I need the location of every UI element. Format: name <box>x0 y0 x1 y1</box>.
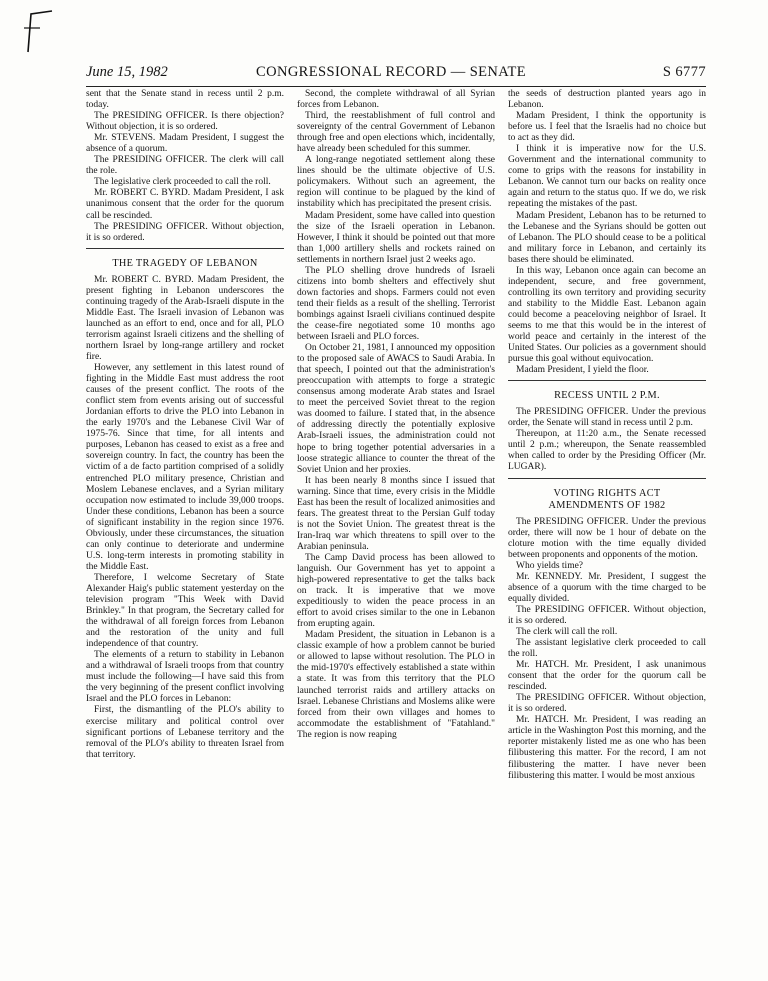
heading-line: AMENDMENTS OF 1982 <box>548 499 666 511</box>
paragraph: The PRESIDING OFFICER. Without objection, it is so ordered. <box>508 693 706 715</box>
paragraph: The PRESIDING OFFICER. The clerk will call the role. <box>86 155 284 177</box>
header-title: CONGRESSIONAL RECORD — SENATE <box>256 64 527 80</box>
paragraph: sent that the Senate stand in recess until 2 p.m. today. <box>86 89 284 111</box>
section-heading: RECESS UNTIL 2 P.M. <box>554 390 660 402</box>
column-1 <box>86 89 284 761</box>
paragraph: On October 21, 1981, I announced my opposition to the proposed sale of AWACS to Saudi Arabia. In that speech, I pointed out that the administration's preoccupation with attempts to forge a strategic consensus among moderate Arab states and Israel to meet the perceived Soviet threat to the region was doomed to failure. I stated that, in the absence of addressing directly the potentially explosive Arab-Israeli issues, the administration could not hope to bring together potential adversaries in a loose strategic alliance to counter the threat of the Soviet Union and her proxies. <box>297 343 495 475</box>
paragraph: Mr. HATCH. Mr. President, I was reading an article in the Washington Post this morning, and the reporter mistakenly listed me as one who has been filibustering this matter. For the record, I am not filibustering the matter. I have never been filibustering this matter. I would be most anxious <box>508 715 706 781</box>
paragraph: Madam President, Lebanon has to be returned to the Lebanese and the Syrians should be gotten out of Lebanon. The PLO should cease to be a political and military force in Lebanon, and certainly its bases there should be eliminated. <box>508 210 706 265</box>
section-divider <box>508 478 706 479</box>
section-divider <box>86 248 284 249</box>
paragraph: The PRESIDING OFFICER. Without objection, it is so ordered. <box>508 604 706 626</box>
paragraph: Thereupon, at 11:20 a.m., the Senate recessed until 2 p.m.; whereupon, the Senate reassembled when called to order by the Presiding Officer (Mr. LUGAR). <box>508 429 706 473</box>
paragraph: The legislative clerk proceeded to call the roll. <box>94 177 271 188</box>
paragraph: The assistant legislative clerk proceeded to call the roll. <box>508 638 706 660</box>
paragraph: Who yields time? <box>516 560 584 571</box>
paragraph: Mr. KENNEDY. Mr. President, I suggest the absence of a quorum with the time charged to be equally divided. <box>508 571 706 604</box>
column-3 <box>508 89 706 782</box>
paragraph: In this way, Lebanon once again can become an independent, secure, and free government, controlling its own territory and providing security and stability to the Middle East. Lebanon again could become a peaceloving neighbor of Israel. It seems to me that this would be in the interest of world peace and certainly in the interest of the United States. Our policies as a government should pursue this goal without equivocation. <box>508 265 706 365</box>
section-divider <box>508 380 706 381</box>
paragraph: Madam President, the situation in Lebanon is a classic example of how a problem cannot be buried or allowed to lapse without resolution. The PLO in the mid-1970's effectively established a state within a state. It was from this territory that the PLO launched terrorist raids and artillery attacks on Israel. Lebanese Christians and Moslems alike were forced from their own villages and homes to accommodate the establishment of "Fatahland." The region is now reaping <box>297 630 495 740</box>
paragraph: The elements of a return to stability in Lebanon and a withdrawal of Israeli troops from that country must include the following—I have said this from the very beginning of the present conflict involving Israel and the PLO forces in Lebanon: <box>86 650 284 705</box>
paragraph: The PRESIDING OFFICER. Under the previous order, there will now be 1 hour of debate on the cloture motion with the time equally divided between proponents and opponents of the motion. <box>508 516 706 560</box>
column-2 <box>297 89 495 741</box>
heading-line: VOTING RIGHTS ACT <box>553 487 661 499</box>
paragraph: Madam President, I think the opportunity is before us. I feel that the Israelis had no choice but to act as they did. <box>508 111 706 144</box>
header-date: June 15, 1982 <box>86 64 168 80</box>
paragraph: The PRESIDING OFFICER. Is there objection? Without objection, it is so ordered. <box>86 111 284 133</box>
paragraph: I think it is imperative now for the U.S. Government and the international community to come to grips with the reasons for instability in Lebanon. We cannot turn our backs on reality once again and return to the status quo. If we do, we risk repeating the mistakes of the past. <box>508 144 706 210</box>
section-heading <box>508 488 706 512</box>
paragraph: The PRESIDING OFFICER. Under the previous order, the Senate will stand in recess until 2 p.m. <box>508 407 706 429</box>
paragraph: It has been nearly 8 months since I issued that warning. Since that time, every crisis in the Middle East has been the result of localized animosities and fears. The greatest threat to the Persian Gulf today is not the Soviet Union. The greatest threat is the Iran-Iraq war which threatens to spill over to the Arabian peninsula. <box>297 475 495 552</box>
paragraph: Second, the complete withdrawal of all Syrian forces from Lebanon. <box>297 89 495 111</box>
paragraph: Third, the reestablishment of full control and sovereignty of the central Government of Lebanon through free and open elections which, incidentally, have already been scheduled for this summer. <box>297 111 495 155</box>
paragraph: Madam President, I yield the floor. <box>516 365 649 376</box>
paragraph: Mr. STEVENS. Madam President, I suggest the absence of a quorum. <box>86 133 284 155</box>
corner-mark <box>22 8 62 54</box>
section-heading: THE TRAGEDY OF LEBANON <box>112 257 258 269</box>
paragraph: First, the dismantling of the PLO's ability to exercise military and political control over significant portions of Lebanese territory and the removal of the PLO's ability to threaten Israel from that territory. <box>86 705 284 760</box>
paragraph: Madam President, some have called into question the size of the Israeli operation in Lebanon. However, I think it should be pointed out that more than 1,000 artillery shells and rockets rained on settlements in northern Israel just 2 weeks ago. <box>297 210 495 265</box>
paragraph: However, any settlement in this latest round of fighting in the Middle East must address the root causes of the present conflict. The roots of the conflict stem from events arising out of successful Jordanian efforts to drive the PLO into Lebanon in the early 1970's and the Lebanese Civil War of 1975-76. Since that time, for all intents and purposes, Lebanon has ceased to exist as a free and sovereign country. In fact, the country has been the victim of a de facto partition comprised of a solidly entrenched PLO military presence, Christian and Moslem Lebanese enclaves, and a Syrian military occupation now estimated to include 39,000 troops. Under these conditions, Lebanon has been a source of significant instability in the region since 1976. Obviously, under these circumstances, the situation can only continue to deteriorate and undermine U.S. long-term interests in promoting stability in the Middle East. <box>86 363 284 572</box>
paragraph: Therefore, I welcome Secretary of State Alexander Haig's public statement yesterday on the television program "This Week with David Brinkley." In that program, the Secretary called for the withdrawal of all foreign forces from Lebanon and the restoration of the unity and full independence of that country. <box>86 572 284 650</box>
paragraph: the seeds of destruction planted years ago in Lebanon. <box>508 89 706 111</box>
page-header <box>86 64 706 87</box>
paragraph: The Camp David process has been allowed to languish. Our Government has yet to appoint a high-powered representative to get the talks back on track. It is imperative that we move expeditiously to widen the peace process in an effort to avoid crises similar to the one in Lebanon from erupting again. <box>297 552 495 630</box>
paragraph: The clerk will call the roll. <box>516 626 618 637</box>
header-page-number: S 6777 <box>662 64 706 80</box>
paragraph: The PRESIDING OFFICER. Without objection, it is so ordered. <box>86 221 284 243</box>
paragraph: Mr. ROBERT C. BYRD. Madam President, I ask unanimous consent that the order for the quorum call be rescinded. <box>86 188 284 221</box>
paragraph: Mr. HATCH. Mr. President, I ask unanimous consent that the order for the quorum call be rescinded. <box>508 660 706 693</box>
paragraph: Mr. ROBERT C. BYRD. Madam President, the present fighting in Lebanon underscores the continuing tragedy of the Arab-Israeli dispute in the Middle East. The Israeli invasion of Lebanon was launched as an effort to end, once and for all, PLO terrorism against Israeli citizens and the shelling of northern Israel by long-range artillery and rocket fire. <box>86 274 284 362</box>
paragraph: A long-range negotiated settlement along these lines should be the ultimate objective of U.S. policymakers. Without such an agreement, the region will continue to be plagued by the kind of instability which has precipitated the present crisis. <box>297 155 495 210</box>
paragraph: The PLO shelling drove hundreds of Israeli citizens into bomb shelters and effectively shut down factories and shops. Farmers could not even tend their fields as a result of the shelling. Terrorist bombings against Israeli civilians continued despite the cease-fire negotiated some 10 months ago between Israeli and PLO forces. <box>297 265 495 343</box>
